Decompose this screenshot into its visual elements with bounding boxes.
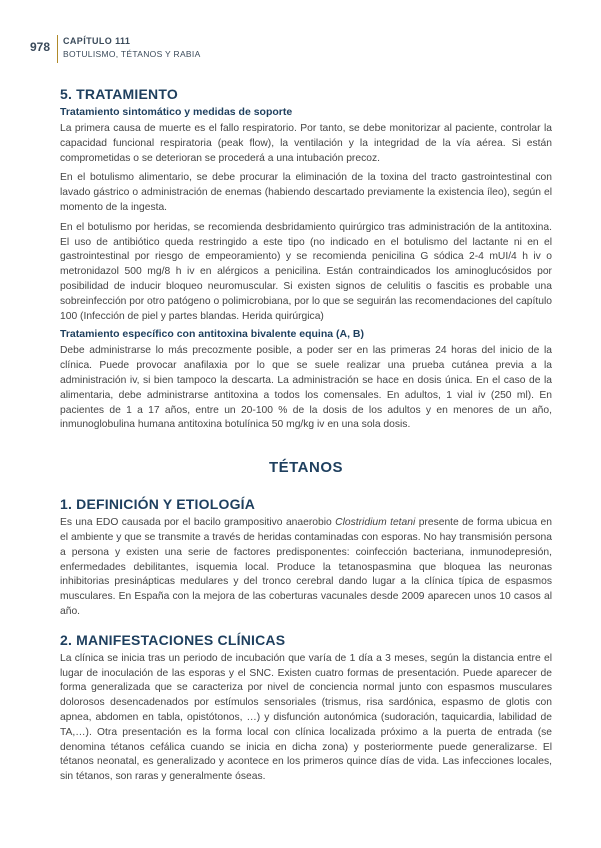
header-divider — [57, 35, 58, 63]
paragraph-botulismo-heridas: En el botulismo por heridas, se recomienda desbridamiento quirúrgico tras administración de la antitoxina. El uso de antibiótico queda restringido a este tipo (no indicado en el botulismo del lactante ni en el gastrointestinal por riesgo de empeoramiento) y se recomienda penicilina G sódica 2-4 mUI/4 h iv o metronidazol 500 mg/8 h iv en alérgicos a penicilina. Están contraindicados los aminoglucósidos por posibilidad de inducir bloqueo neuromuscular. Si existen signos de celulitis o fascitis es probable una sobreinfección por otro patógeno o polimicrobiana, por lo que se seguirán las recomendaciones del capítulo 100 (Infección de piel y partes blandas. Herida quirúrgica) — [60, 221, 552, 322]
paragraph-botulismo-alimentario: En el botulismo alimentario, se debe procurar la eliminación de la toxina del tracto gastrointestinal con lavado gástrico o administración de enemas (habiendo descartado previamente la existencia íleo), según el momento de la ingesta. — [60, 172, 552, 213]
paragraph-manifestaciones: La clínica se inicia tras un periodo de incubación que varía de 1 día a 3 meses, según la distancia entre el lugar de inoculación de las esporas y el SNC. Existen cuatro formas de presentación. Puede aparecer de forma generalizada que se caracteriza por nivel de conciencia normal junto con espasmos musculares dolorosos desencadenados por estímulos sensoriales (trismus, risa sardónica, espasmo de glotis con apnea, abdomen en tabla, opistótonos, …) y disfunción autonómica (sudoración, taquicardia, labilidad de TA,…). Otra presentación es la forma local con clínica localizada próximo a la puerta de entrada (se denomina tétanos cefálica cuando se inicia en dicha zona) y posteriormente puede generalizarse. El tétanos neonatal, es generalizado y acontece en los primeros quince días de vida. Las infecciones locales, sin tétanos, son raras y generalmente óseas. — [60, 652, 552, 783]
subheading-antitoxina: Tratamiento específico con antitoxina bivalente equina (A, B) — [60, 328, 364, 341]
organism-name: Clostridium tetani — [335, 517, 416, 529]
paragraph-definicion — [60, 516, 552, 620]
page-number: 978 — [30, 40, 51, 54]
section-heading-manifestaciones: 2. MANIFESTACIONES CLÍNICAS — [60, 631, 286, 648]
section-heading-tratamiento: 5. TRATAMIENTO — [60, 86, 178, 102]
paragraph-fallo-respiratorio: La primera causa de muerte es el fallo respiratorio. Por tanto, se debe monitorizar al paciente, controlar la capacidad funcional respiratoria (peak flow), la ventilación y la integridad de la vía aérea. Si están comprometidas o se deterioran se procederá a una intubación precoz. — [60, 123, 552, 164]
section-heading-definicion: 1. DEFINICIÓN Y ETIOLOGÍA — [60, 496, 256, 513]
page-body — [60, 86, 552, 785]
chapter-title-tetanos: TÉTANOS — [268, 459, 344, 477]
paragraph-antitoxina: Debe administrarse lo más precozmente posible, a poder ser en las primeras 24 horas del inicio de la clínica. Puede provocar anafilaxia por lo que se suele realizar una prueba cutánea previa a la administración iv, si bien tampoco la descarta. La administración se hace en dosis única. En el caso de la alimentaria, debe administrarse antitoxina a todos los comensales. En adultos, 1 vial iv (250 ml). En pacientes de 1 a 17 años, entre un 20-100 % de la dosis de los adultos y en menores de un año, inmunoglobulina humana antitoxina botulínica 50 mg/kg iv en una sola dosis. — [60, 345, 552, 431]
chapter-subtitle: BOTULISMO, TÉTANOS Y RABIA — [63, 49, 201, 59]
definicion-text-end: presente de forma ubicua en el ambiente y que se transmite a través de heridas contaminadas con esporas. No hay transmisión persona a persona y existen una serie de factores predisponentes: coinfección bacteriana, inmunodepresión, enfermedades debilitantes, isquemia local. Produce la tetanospasmina que bloquea las neuronas inhibitorias presinápticas medulares y del tronco cerebral dando lugar a la clínica típica de espasmos musculares. En España con la mejora de las coberturas vacunales desde 2009 aparecen unos 10 casos al año. — [60, 517, 553, 617]
subheading-soporte: Tratamiento sintomático y medidas de soporte — [60, 106, 293, 118]
definicion-text-start: Es una EDO causada por el bacilo grampositivo anaerobio — [60, 517, 336, 529]
chapter-label: CAPÍTULO 111 — [63, 36, 131, 46]
